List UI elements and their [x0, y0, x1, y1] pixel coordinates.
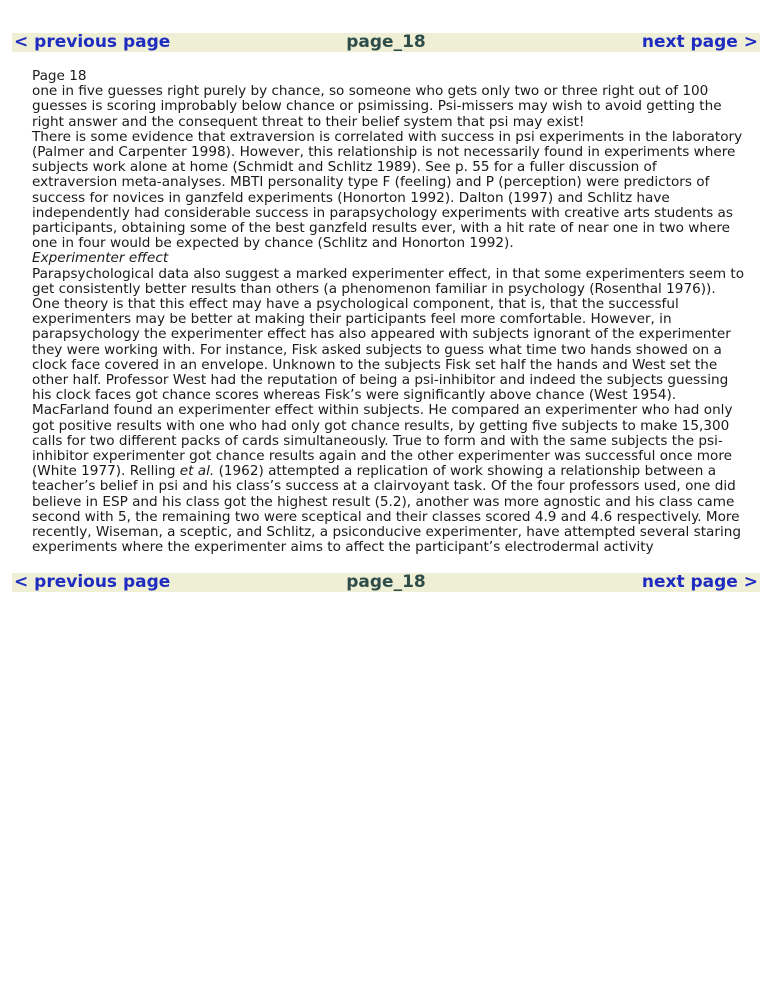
paragraph-text-part-2: (1962) attempted a replication of work showing a relationship between a teacher’s belief in psi and his class’s success at a clairvoyant task. Of the four professors used, one did believe in ESP and his class got the highest result (5.2), another was more agnostic and his class came second with 5, the remaining two were sceptical and their classes scored 4.9 and 4.6 respectively. More recently, Wiseman, a sceptic, and Schlitz, a psiconducive experimenter, have attempted several staring experiments where the experimenter aims to affect the participant’s electrodermal activity — [32, 463, 741, 556]
paragraph-text-et-al: et al. — [179, 463, 215, 480]
top-navigation-bar — [12, 33, 760, 52]
page-content — [32, 69, 746, 556]
section-heading-experimenter-effect: Experimenter effect — [32, 250, 169, 267]
bottom-navigation-bar — [12, 573, 760, 592]
next-page-link[interactable]: next page > — [641, 32, 758, 52]
previous-page-link-bottom[interactable]: < previous page — [14, 572, 171, 592]
page-number-label: Page 18 — [32, 68, 87, 84]
paragraph-experimenter-effect — [32, 267, 746, 556]
paragraph-extraversion: There is some evidence that extraversion is correlated with success in psi experiments in the laboratory (Palmer and Carpenter 1998). However, this relationship is not necessarily found in experiments where subjects work alone at home (Schmidt and Schlitz 1989). See p. 55 for a fuller discussion of extraversion meta-analyses. MBTI personality type F (feeling) and P (perception) were predictors of success for novices in ganzfeld experiments (Honorton 1992). Dalton (1997) and Schlitz have independently had considerable success in parapsychology experiments with creative arts students as participants, obtaining some of the best ganzfeld results ever, with a hit rate of near one in two where one in four would be expected by chance (Schlitz and Honorton 1992). — [32, 128, 743, 252]
previous-page-link[interactable]: < previous page — [14, 32, 171, 52]
page-title-bottom: page_18 — [346, 572, 426, 592]
next-page-link-bottom[interactable]: next page > — [641, 572, 758, 592]
paragraph-text-part-1: Parapsychological data also suggest a marked experimenter effect, in that some experimenters seem to get consistently better results than others (a phenomenon familiar in psychology (Rosenthal 1976)). One theory is that this effect may have a psychological component, that is, that the successful experimenters may be better at making their participants feel more comfortable. However, in parapsychology the experimenter effect has also appeared with subjects ignorant of the experimenter they were working with. For instance, Fisk asked subjects to guess what time two hands showed on a clock face covered in an envelope. Unknown to the subjects Fisk set half the hands and West set the other half. Professor West had the reputation of being a psi-inhibitor and indeed the subjects guessing his clock faces got chance scores whereas Fisk’s were significantly above chance (West 1954). MacFarland found an experimenter effect within subjects. He compared an experimenter who had only got positive results with one who had only got chance results, by getting five subjects to make 15,300 calls for two different packs of cards simultaneously. True to form and with the same subjects the psi-inhibitor experimenter got chance results again and the other experimenter was successful once more (White 1977). Relling — [32, 265, 745, 480]
paragraph-psimissing: one in five guesses right purely by chance, so someone who gets only two or three right out of 100 guesses is scoring improbably below chance or psimissing. Psi-missers may wish to avoid getting the right answer and the consequent threat to their belief system that psi may exist! — [32, 83, 722, 130]
page-title: page_18 — [346, 32, 426, 52]
